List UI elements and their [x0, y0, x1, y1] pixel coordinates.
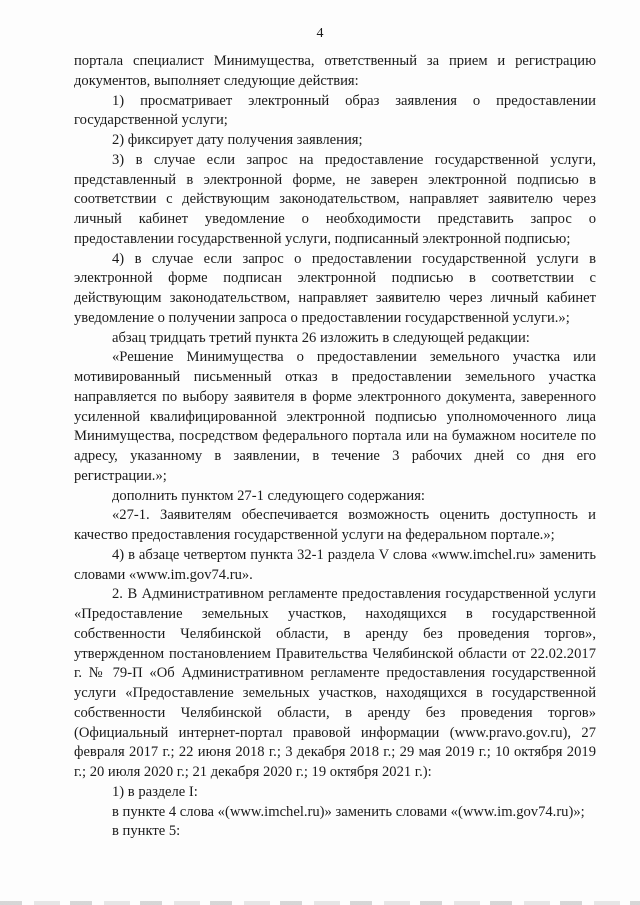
paragraph: 2. В Административном регламенте предоставления государственной услуги «Предоставление земельных участков, находящихся в государственной собственности Челябинской области, в аренду без проведения торгов», утвержденном постановлением Правительства Челябинской области от 22.02.2017 г. № 79-П «Об Административном регламенте предоставления государственной услуги «Предоставление земельных участков, находящихся в государственной собственности Челябинской области, в аренду без проведения торгов» (Официальный интернет-портал правовой информации (www.pravo.gov.ru), 27 февраля 2017 г.; 22 июня 2018 г.; 3 декабря 2018 г.; 29 мая 2019 г.; 10 октября 2019 г.; 20 июля 2020 г.; 21 декабря 2020 г.; 19 октября 2021 г.):: [74, 586, 596, 780]
paragraph: в пункте 5:: [112, 823, 181, 840]
paragraph: абзац тридцать третий пункта 26 изложить в следующей редакции:: [112, 329, 530, 346]
paragraph: дополнить пунктом 27-1 следующего содержания:: [112, 487, 425, 504]
paragraph: 2) фиксирует дату получения заявления;: [112, 132, 363, 148]
paragraph: 4) в абзаце четвертом пункта 32-1 раздела V слова «www.imchel.ru» заменить словами «www.im.gov74.ru».: [74, 546, 596, 583]
paragraph: 4) в случае если запрос о предоставлении государственной услуги в электронной форме подписан электронной подписью в соответствии с действующим законодательством, направляет заявителю через личный кабинет уведомление о получении запроса о предоставлении государственной услуги.»;: [74, 250, 596, 326]
page-number: 4: [316, 26, 324, 41]
paragraph: 1) в разделе I:: [112, 783, 198, 800]
document-body: [74, 52, 596, 842]
paragraph: «27-1. Заявителям обеспечивается возможность оценить доступность и качество предоставления государственной услуги на федеральном портале.»;: [74, 507, 596, 543]
paragraph: портала специалист Минимущества, ответственный за прием и регистрацию документов, выполняет следующие действия:: [74, 53, 596, 89]
paragraph: в пункте 4 слова «(www.imchel.ru)» заменить словами «(www.im.gov74.ru)»;: [112, 803, 585, 820]
paragraph: 3) в случае если запрос на предоставление государственной услуги, представленный в электронной форме, не заверен электронной подписью в соответствии с действующим законодательством, направляет заявителю через личный кабинет уведомление о необходимости представить запрос о предоставлении государственной услуги, подписанный электронной подписью;: [74, 151, 596, 247]
paragraph: 1) просматривает электронный образ заявления о предоставлении государственной услуги;: [74, 92, 596, 129]
paragraph: «Решение Минимущества о предоставлении земельного участка или мотивированный письменный отказ в предоставлении земельного участка направляется по выбору заявителя в форме электронного документа, заверенного усиленной квалифицированной электронной подписью уполномоченного лица Минимущества, посредством федерального портала или на бумажном носителе по адресу, указанному в заявлении, в течение 3 рабочих дней со дня его регистрации.»;: [74, 349, 596, 484]
scan-edge-artifact: [0, 901, 640, 905]
